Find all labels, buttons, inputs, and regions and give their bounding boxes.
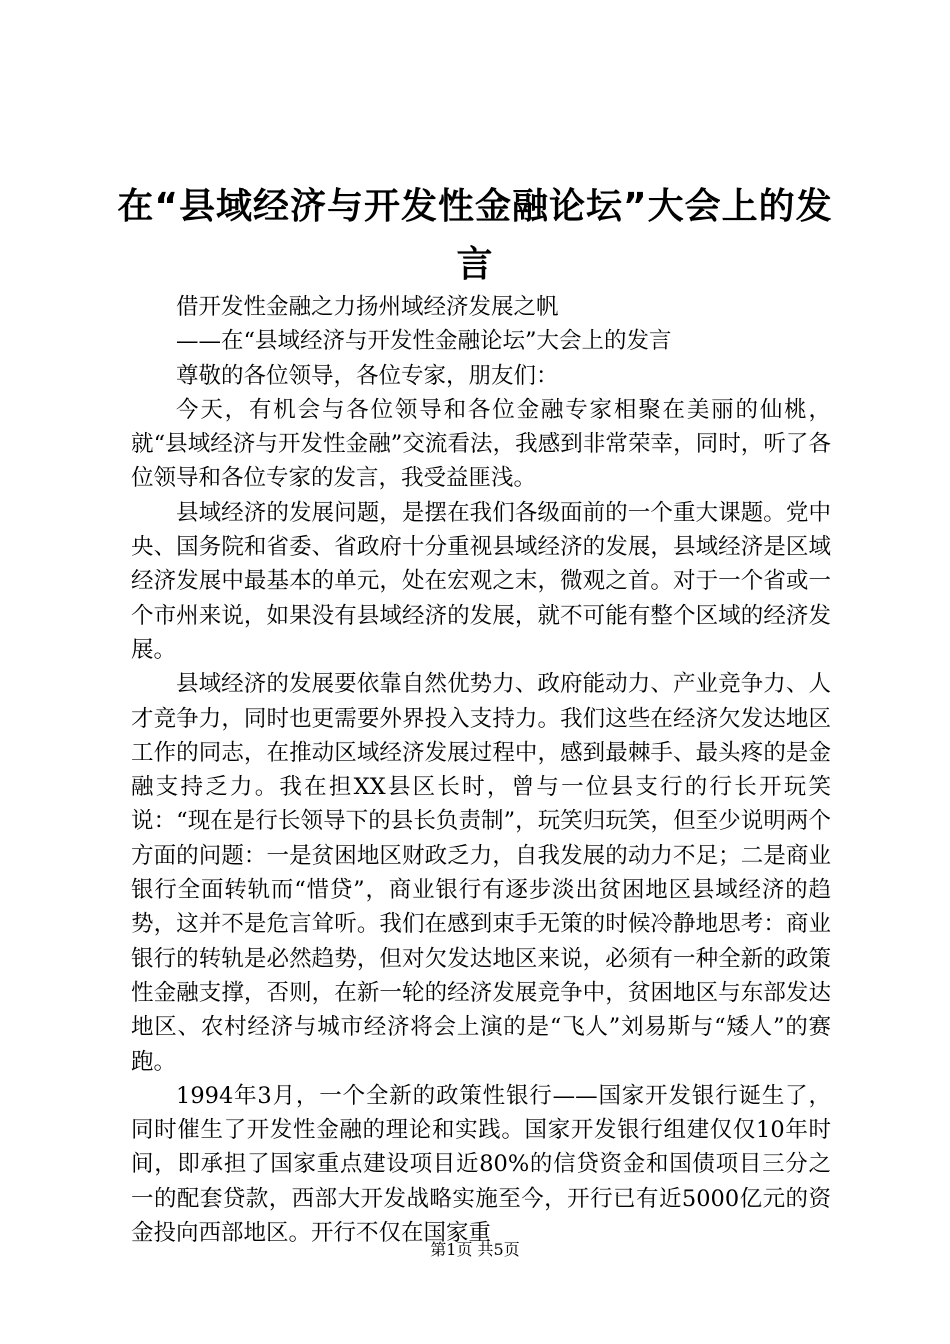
page-footer: 第1页 共5页	[430, 1240, 520, 1259]
document-title: 在“县域经济与开发性金融论坛”大会上的发言	[117, 186, 833, 285]
body-paragraph: 1994年3月，一个全新的政策性银行——国家开发银行诞生了，同时催生了开发性金融的理论和实践。国家开发银行组建仅仅10年时间，即承担了国家重点建设项目近80%的信贷资金和国债项目三分之一的配套贷款，西部大开发战略实施至今，开行已有近5000亿元的资金投向西部地区。开行不仅在国家重	[131, 1082, 831, 1247]
subtitle-line: 借开发性金融之力扬州域经济发展之帆	[176, 294, 559, 320]
body-paragraph: 今天，有机会与各位领导和各位金融专家相聚在美丽的仙桃，就“县域经济与开发性金融”交流看法，我感到非常荣幸，同时，听了各位领导和各位专家的发言，我受益匪浅。	[131, 396, 831, 492]
subtitle-line: ——在“县域经济与开发性金融论坛”大会上的发言	[176, 328, 672, 355]
body-paragraph: 县域经济的发展要依靠自然优势力、政府能动力、产业竞争力、人才竞争力，同时也更需要外界投入支持力。我们这些在经济欠发达地区工作的同志，在推动区域经济发展过程中，感到最棘手、最头疼的是金融支持乏力。我在担XX县区长时，曾与一位县支行的行长开玩笑说：“现在是行长领导下的县长负责制”，玩笑归玩笑，但至少说明两个方面的问题：一是贫困地区财政乏力，自我发展的动力不足；二是商业银行全面转轨而“惜贷”，商业银行有逐步淡出贫困地区县域经济的趋势，这并不是危言耸听。我们在感到束手无策的时候冷静地思考：商业银行的转轨是必然趋势，但对欠发达地区来说，必须有一种全新的政策性金融支撑，否则，在新一轮的经济发展竞争中，贫困地区与东部发达地区、农村经济与城市经济将会上演的是“飞人”刘易斯与“矮人”的赛跑。	[131, 671, 831, 1075]
document-body	[131, 290, 831, 1250]
body-paragraph: 县域经济的发展问题，是摆在我们各级面前的一个重大课题。党中央、国务院和省委、省政府十分重视县域经济的发展，县域经济是区域经济发展中最基本的单元，处在宏观之末，微观之首。对于一个省或一个市州来说，如果没有县域经济的发展，就不可能有整个区域的经济发展。	[131, 499, 831, 663]
salutation: 尊敬的各位领导，各位专家，朋友们：	[176, 362, 559, 389]
